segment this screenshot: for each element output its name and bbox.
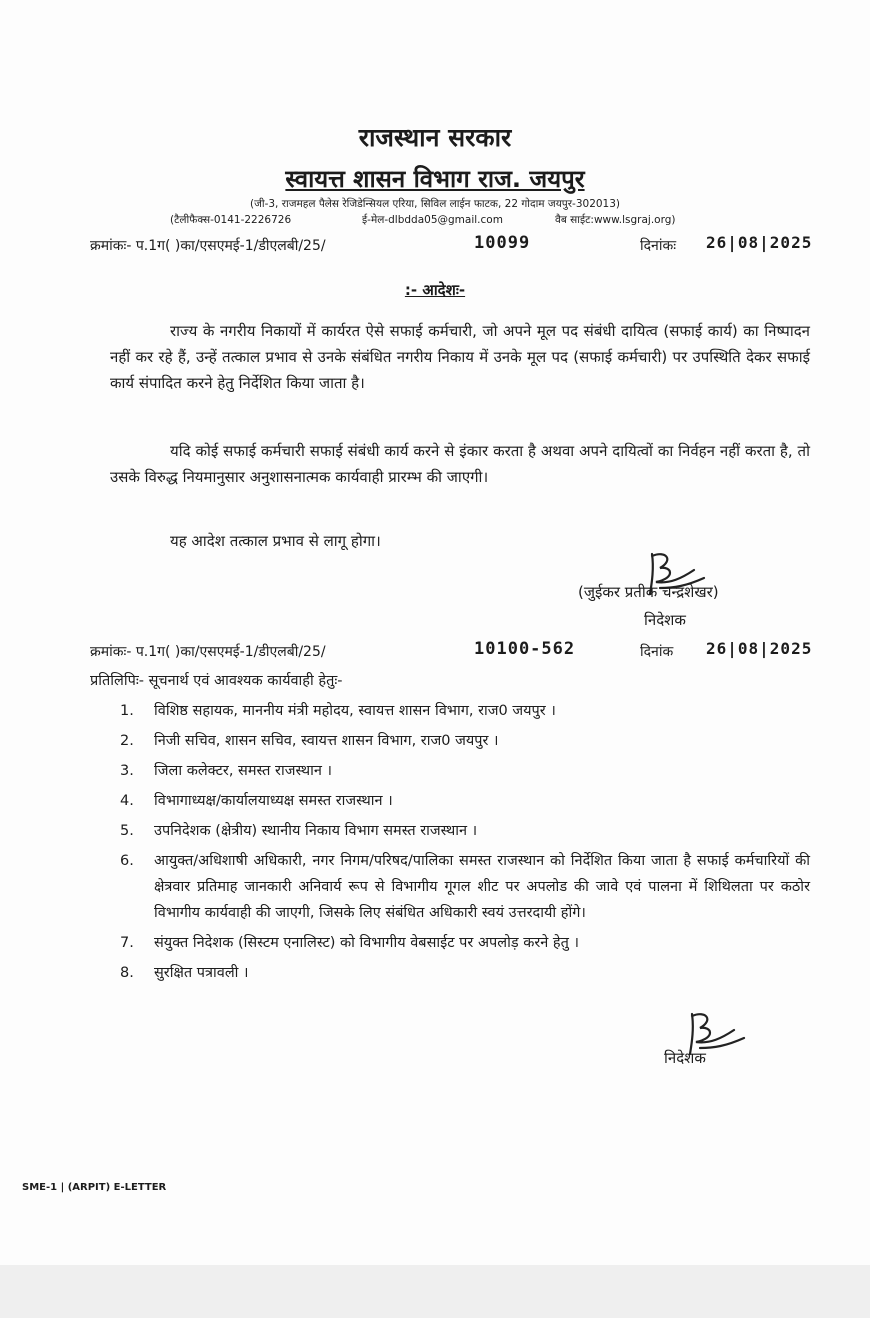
website: वैब साईट:www.lsgraj.org) <box>555 214 676 226</box>
date-label: दिनांकः <box>640 238 677 254</box>
list-item: 3. जिला कलेक्टर, समस्त राजस्थान । <box>120 763 332 779</box>
order-paragraph-3: यह आदेश तत्काल प्रभाव से लागू होगा। <box>170 532 381 550</box>
copy-date: 26|08|2025 <box>706 639 813 658</box>
government-title: राजस्थान सरकार <box>358 123 512 152</box>
order-paragraph-2: यदि कोई सफाई कर्मचारी सफाई संबंधी कार्य करने से इंकार करता है अथवा अपने दायित्वों का निर्वहन नहीं करता है, तो उसके विरुद्ध नियमानुसार अनुशासनात्मक कार्यवाही प्रारम्भ की जाएगी। <box>110 442 810 486</box>
copy-date-label: दिनांक <box>640 644 674 660</box>
office-address: (जी-3, राजमहल पैलेस रेजिडेन्सियल एरिया, सिविल लाईन फाटक, 22 गोदाम जयपुर-302013) <box>249 198 621 210</box>
copy-reference-number: 10100-562 <box>474 639 576 659</box>
copy-reference-label: क्रमांकः- प.1ग( )का/एसएमई-1/डीएलबी/25/ <box>90 644 326 660</box>
copy-heading: प्रतिलिपिः- सूचनार्थ एवं आवश्यक कार्यवाही हेतुः- <box>90 673 343 689</box>
list-item: 8. सुरक्षित पत्रावली । <box>120 965 249 981</box>
footer-signatory-title: निदेशक <box>664 1049 706 1067</box>
order-paragraph-1: राज्य के नगरीय निकायों में कार्यरत ऐसे सफाई कर्मचारी, जो अपने मूल पद संबंधी दायित्व (सफाई कार्य) का निष्पादन नहीं कर रहे हैं, उन्हें तत्काल प्रभाव से उनके संबंधित नगरीय निकाय में उनके मूल पद (सफाई कर्मचारी) पर उपस्थिति देकर सफाई कार्य संपादित करने हेतु निर्देशित किया जाता है। <box>110 322 810 392</box>
list-item: 1. विशिष्ठ सहायक, माननीय मंत्री महोदय, स्वायत्त शासन विभाग, राज0 जयपुर । <box>120 703 556 719</box>
list-item: 5. उपनिदेशक (क्षेत्रीय) स्थानीय निकाय विभाग समस्त राजस्थान । <box>120 823 478 839</box>
copy-recipient-list <box>120 698 810 990</box>
reference-label: क्रमांकः- प.1ग( )का/एसएमई-1/डीएलबी/25/ <box>90 238 326 254</box>
list-item: 4. विभागाध्यक्ष/कार्यालयाध्यक्ष समस्त राजस्थान । <box>120 793 393 809</box>
list-item: 7. संयुक्त निदेशक (सिस्टम एनालिस्ट) को विभागीय वेबसाईट पर अपलोड़ करने हेतु । <box>120 935 580 951</box>
department-title: स्वायत्त शासन विभाग राज. जयपुर <box>285 165 585 193</box>
list-item: 6. आयुक्त/अधिशाषी अधिकारी, नगर निगम/परिषद/पालिका समस्त राजस्थान को निर्देशित किया जाता है सफाई कर्मचारियों की क्षेत्रवार प्रतिमाह जानकारी अनिवार्य रूप से विभागीय गूगल शीट पर अपलोड की जावे एवं पालना में शिथिलता पर कठोर विभागीय कार्यवाही की जाएगी, जिसके लिए संबंधित अधिकारी स्वयं उत्तरदायी होंगे। <box>120 853 810 921</box>
order-date: 26|08|2025 <box>706 233 813 252</box>
viewer-bottom-bar <box>0 1265 870 1318</box>
order-heading: :- आदेशः- <box>404 281 466 299</box>
e-letter-reference: SME-1 | (ARPIT) E-LETTER <box>22 1182 167 1193</box>
fax-number: (टैलीफैक्स-0141-2226726 <box>170 214 292 226</box>
reference-number: 10099 <box>474 233 531 253</box>
list-item: 2. निजी सचिव, शासन सचिव, स्वायत्त शासन विभाग, राज0 जयपुर । <box>120 733 499 749</box>
signatory-name: (जुईकर प्रतीक चन्द्रशेखर) <box>578 583 719 601</box>
signatory-title: निदेशक <box>644 611 686 629</box>
email-address: ई-मेल-dlbdda05@gmail.com <box>362 214 503 226</box>
